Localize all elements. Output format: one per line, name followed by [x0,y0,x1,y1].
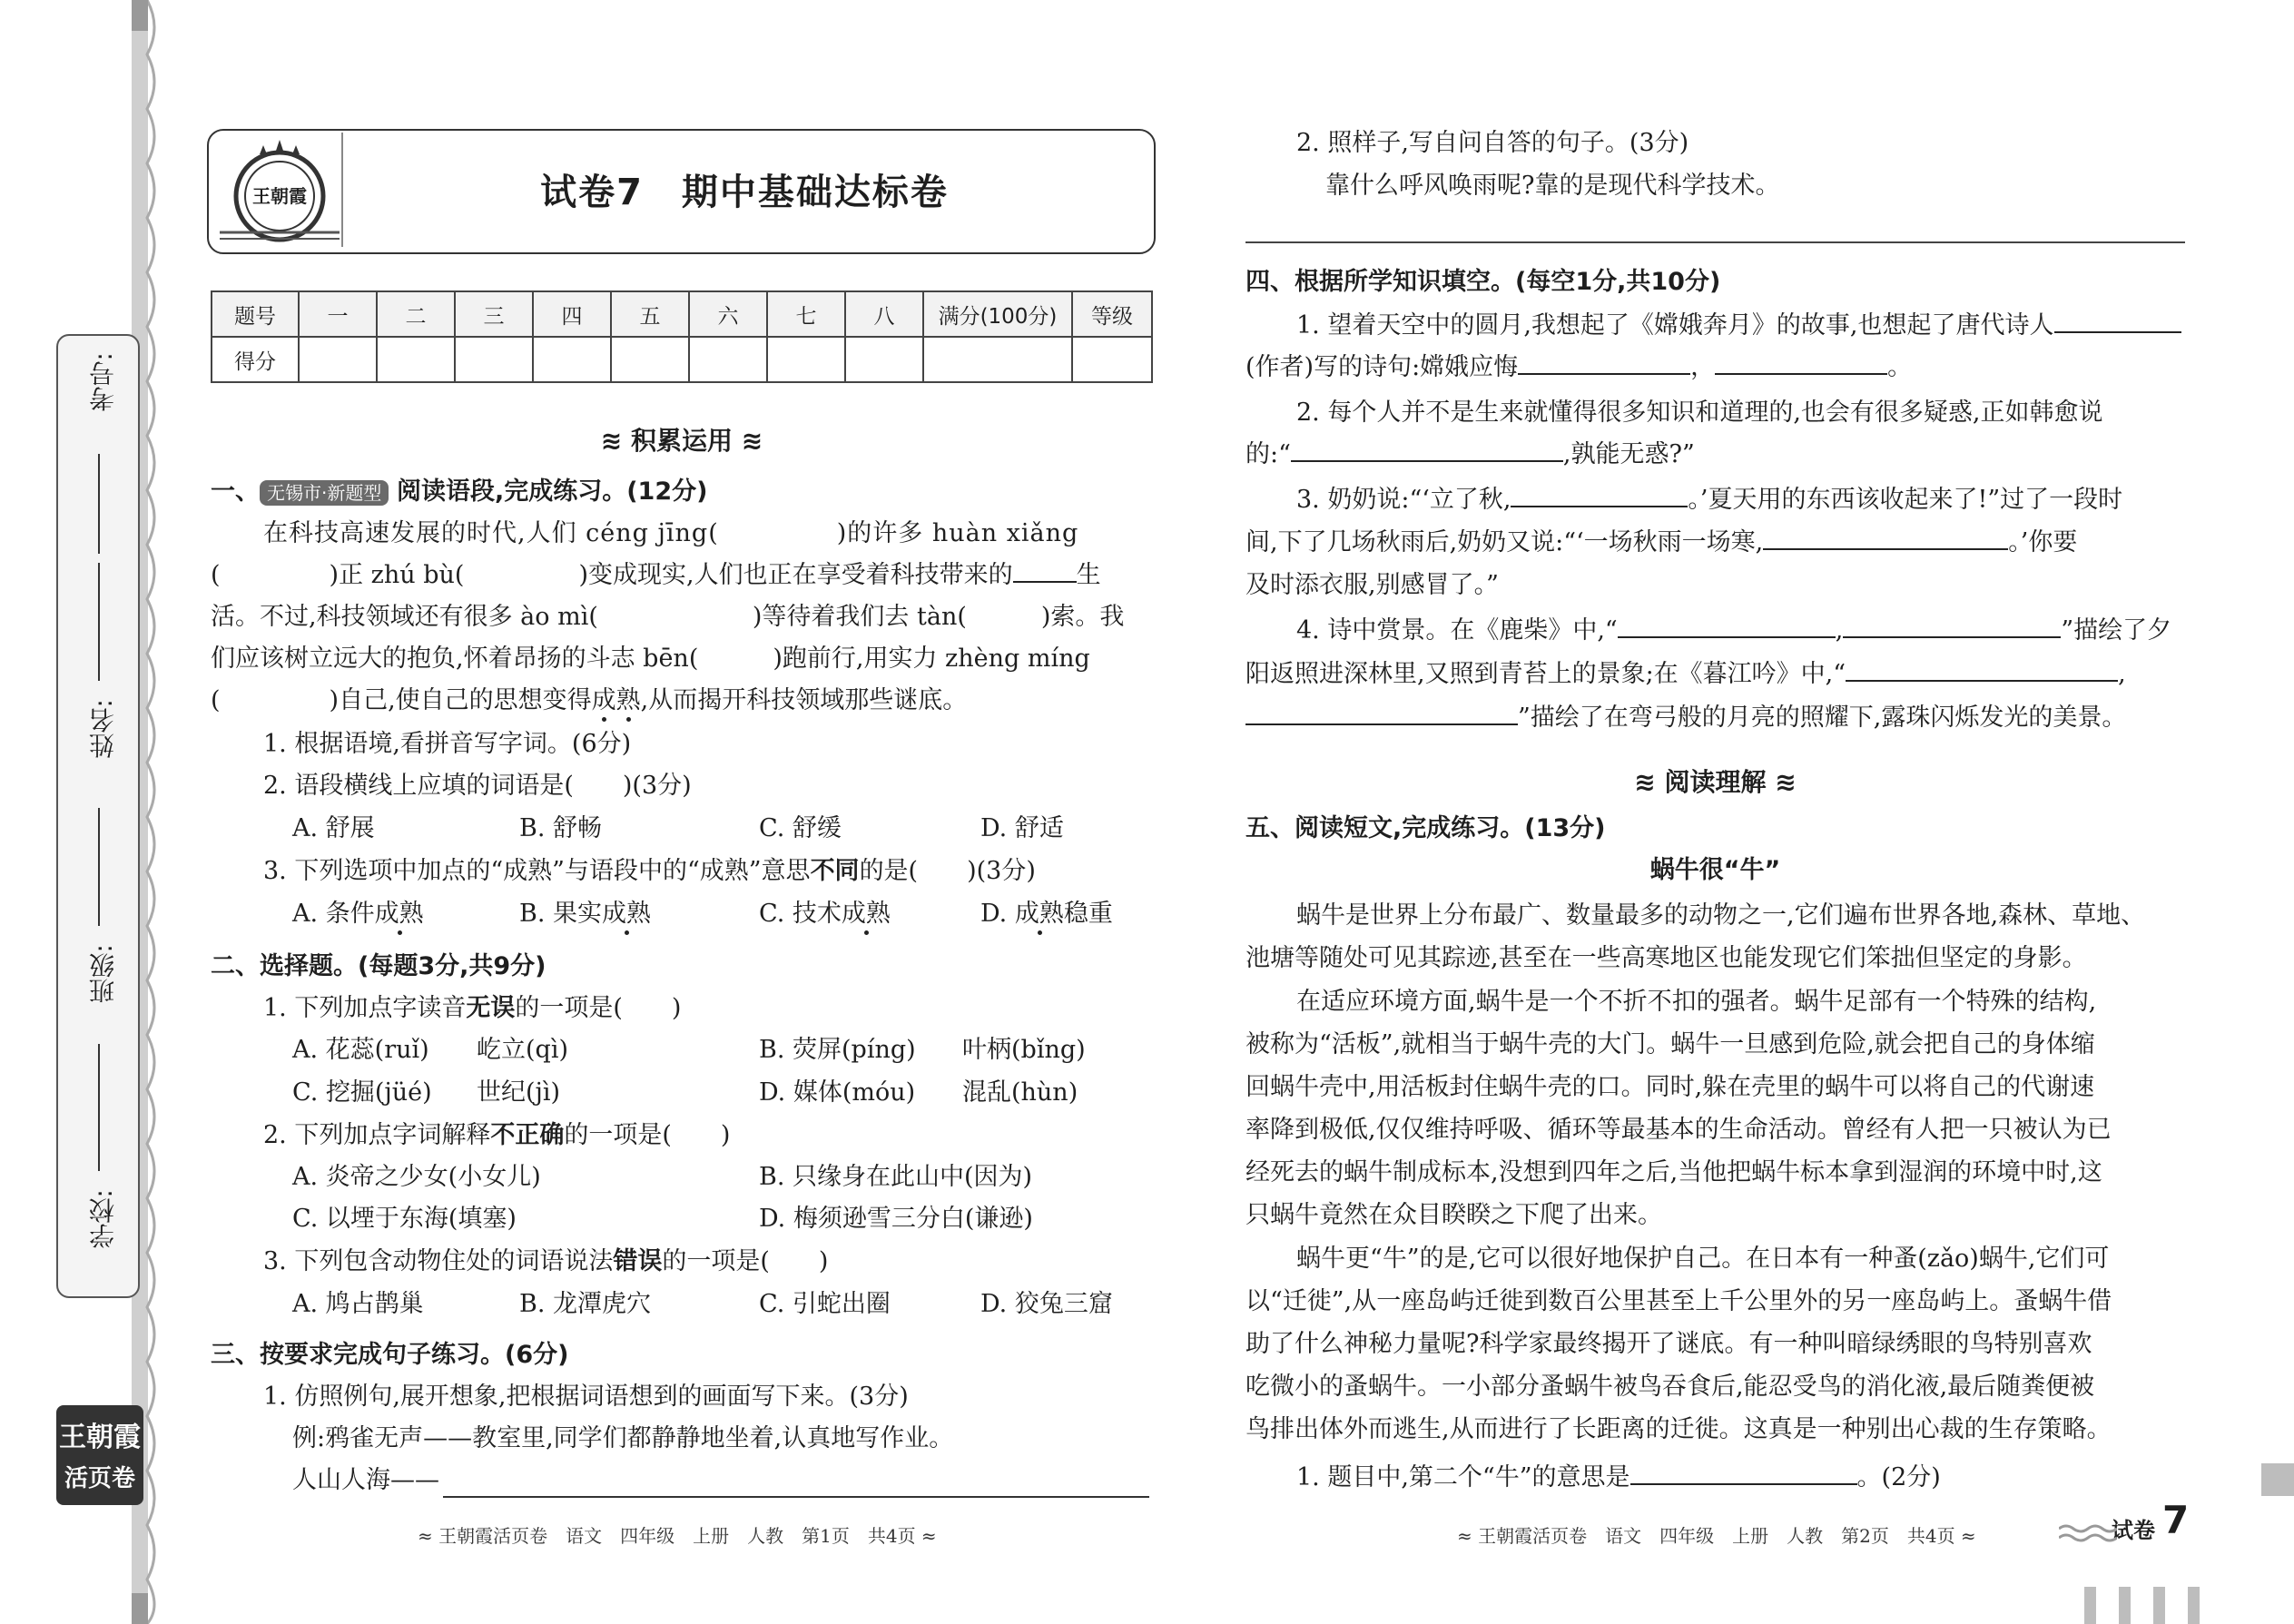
text: 们应该树立远大的抱负,怀着昂扬的斗志 bēn( [211,645,699,673]
passage-line: 只蜗牛竟然在众目睽睽之下爬了出来。 [1245,1201,1662,1229]
q1-title: 阅读语段,完成练习。(12分) [396,477,708,506]
name-label: 姓名: [88,699,118,759]
option[interactable]: A. 花蕊(ruǐ) [292,1036,429,1064]
option[interactable] [980,893,1113,935]
q4-4b [1245,654,2126,695]
answer-blank[interactable] [2054,306,2181,333]
edge-tab [2261,1463,2294,1496]
q5-title: 五、阅读短文,完成练习。(13分) [1245,814,1606,842]
passage-title: 蜗牛很“牛” [1649,856,1781,884]
text: )等待着我们去 tàn( [752,603,967,631]
answer-blank[interactable] [1618,611,1836,638]
text: 的是( )(3分) [859,857,1036,885]
footer-right: ≈ 王朝霞活页卷 语文 四年级 上册 人教 第2页 共4页 ≈ [1457,1525,1976,1547]
text: 1. 下列加点字读音 [263,994,467,1022]
section-heading-accumulation: ≋ 积累运用 ≋ [600,426,763,456]
edge-bar [2119,1587,2131,1624]
page-title: 试卷7 期中基础达标卷 [540,172,949,213]
dotted-word: 成熟 [841,900,891,928]
passage-line: 被称为“活板”,就相当于蜗牛壳的大门。蜗牛一旦感到危险,就会把自己的身体缩 [1245,1030,2095,1058]
table-cell: 五 [611,291,689,337]
score-table-header-row [212,291,1152,337]
text: A. 条件 [292,900,375,928]
text: 的一项是( ) [564,1121,731,1149]
score-input-cell[interactable] [533,337,611,382]
option[interactable] [759,893,891,935]
score-input-cell[interactable] [1072,337,1152,382]
q1-1: 1. 根据语境,看拼音写字词。(6分) [263,730,632,758]
option[interactable]: D. 舒适 [980,814,1064,842]
badge-brand: 王朝霞 [59,1422,141,1453]
text: 的一项是( ) [662,1247,829,1275]
q3-2-example: 靠什么呼风唤雨呢?靠的是现代科学技术。 [1325,172,1780,200]
option-sub: 叶柄(bǐng) [962,1036,1086,1064]
q2-title: 二、选择题。(每题3分,共9分) [211,952,546,980]
text: ”描绘了夕 [2061,616,2172,645]
q3-1: 1. 仿照例句,展开想象,把根据词语想到的画面写下来。(3分) [263,1383,909,1411]
text: ( [211,561,221,589]
emphasis: 错误 [613,1247,663,1275]
exam-no-label: 考号: [88,352,118,412]
q4-4 [1296,610,2171,652]
passage-line [211,638,1090,680]
table-cell: 题号 [212,291,299,337]
text: )的许多 huàn xiǎng [836,519,1079,547]
q1-heading [211,471,707,514]
option[interactable]: B. 只缘身在此山中(因为) [759,1163,1033,1191]
text: )索。我 [1040,603,1125,631]
text: (作者)写的诗句:嫦娥应悔 [1245,353,1519,381]
option[interactable]: B. 荧屏(píng) [759,1036,916,1064]
passage-line: 经死去的蜗牛制成标本,没想到四年之后,当他把蜗牛标本拿到湿润的环境中时,这 [1245,1158,2102,1186]
q4-2b [1245,434,1695,476]
q4-3c: 及时添衣服,别感冒了。” [1245,571,1499,599]
score-input-cell[interactable] [923,337,1072,382]
passage-line: 以“迁徙”,从一座岛屿迁徙到数百公里甚至上千公里外的另一座岛屿上。蚤蜗牛借 [1245,1287,2112,1315]
text: )跑前行,用实力 zhèng míng [773,645,1090,673]
option[interactable] [292,893,424,935]
option[interactable]: D. 媒体(móu) [759,1078,916,1107]
answer-blank[interactable] [1245,698,1518,725]
answer-blank[interactable] [1715,348,1887,375]
option[interactable]: A. 舒展 [292,814,375,842]
answer-blank[interactable] [1511,480,1688,507]
q4-1 [1296,305,2181,347]
emphasis: 无误 [466,994,516,1022]
q5-1 [1296,1457,1941,1499]
answer-blank[interactable] [1630,1458,1857,1485]
score-input-cell[interactable] [767,337,845,382]
passage-line: 在适应环境方面,蜗牛是一个不折不扣的强者。蜗牛足部有一个特殊的结构, [1296,988,2097,1016]
badge-sub: 活页卷 [64,1465,135,1492]
text: )自己,使自己的思想变得 [329,686,592,714]
q4-4c [1245,697,2126,739]
score-table [211,290,1153,383]
text: 间,下了几场秋雨后,奶奶又说:“‘一场秋雨一场寒, [1245,528,1764,556]
passage-line: 助了什么神秘力量呢?科学家最终揭开了谜底。有一种叫暗绿绣眼的鸟特别喜欢 [1245,1330,2092,1358]
logo-text: 王朝霞 [252,185,307,207]
q2-2 [263,1115,730,1156]
option[interactable]: C. 挖掘(jüé) [292,1078,432,1107]
answer-blank[interactable] [1518,348,1690,375]
q4-3 [1296,479,2122,521]
option[interactable] [519,893,651,935]
text: )正 zhú bù( [329,561,465,589]
text: , [1835,616,1844,645]
score-input-cell[interactable] [845,337,923,382]
page-label: 试卷 [2112,1518,2155,1543]
passage-line: 蜗牛是世界上分布最广、数量最多的动物之一,它们遍布世界各地,森林、草地、 [1296,901,2146,930]
edge-bar [2084,1587,2096,1624]
text: 3. 奶奶说:“‘立了秋, [1296,486,1511,514]
answer-line[interactable] [443,1496,1149,1498]
score-table-row [212,337,1152,382]
text: 阳返照进深林里,又照到青苔上的景象;在《暮江吟》中,“ [1245,660,1846,688]
brand-badge [56,1405,143,1505]
q4-title: 四、根据所学知识填空。(每空1分,共10分) [1245,268,1721,296]
q1-2: 2. 语段横线上应填的词语是( )(3分) [263,772,692,800]
score-input-cell[interactable] [377,337,455,382]
option[interactable]: B. 龙潭虎穴 [519,1290,652,1318]
dotted-char: 成 [591,686,616,714]
text: 。’夏天用的东西该收起来了!”过了一段时 [1688,486,2123,514]
option-sub: 混乱(hùn) [962,1078,1078,1107]
table-cell: 一 [299,291,377,337]
score-input-cell[interactable] [455,337,533,382]
passage-line: 鸟排出体外而逃生,从而进行了长距离的迁徙。这真是一种别出心裁的生存策略。 [1245,1415,2112,1443]
table-cell: 四 [533,291,611,337]
q2-1 [263,988,681,1029]
passage-line [211,680,967,722]
text: )变成现实,人们也正在享受着科技带来的 [578,561,1013,589]
q1-3 [263,851,1036,892]
text: , [2118,660,2126,688]
passage-line [263,513,1078,555]
text: 。 [1887,353,1913,381]
answer-blank[interactable] [1763,523,2008,550]
option[interactable]: C. 舒缓 [759,814,842,842]
text: ”描绘了在弯弓般的月亮的照耀下,露珠闪烁发光的美景。 [1518,704,2127,732]
option-sub: 屹立(qì) [477,1036,568,1064]
option[interactable]: D. 狡兔三窟 [980,1290,1113,1318]
header-divider [341,133,343,247]
text: 。’你要 [2008,528,2078,556]
answer-blank[interactable] [1291,435,1563,462]
emphasis: 不同 [810,857,860,885]
score-input-cell[interactable] [689,337,767,382]
q1-tag: 无锡市·新题型 [260,480,389,506]
text: 1. 望着天空中的圆月,我想起了《嫦娥奔月》的故事,也想起了唐代诗人 [1296,311,2054,340]
score-input-cell[interactable] [299,337,377,382]
q3-2: 2. 照样子,写自问自答的句子。(3分) [1296,129,1689,157]
text: 2. 下列加点字词解释 [263,1121,491,1149]
table-cell: 得分 [212,337,299,382]
option[interactable]: C. 以堙于东海(填塞) [292,1205,517,1233]
passage-line [211,596,1124,638]
binding-wave [145,0,172,1624]
emphasis: 不正确 [490,1121,565,1149]
passage-line: 蜗牛更“牛”的是,它可以很好地保护自己。在日本有一种蚤(zǎo)蜗牛,它们可 [1296,1245,2110,1273]
option[interactable]: C. 引蛇出圈 [759,1290,891,1318]
table-cell: 等级 [1072,291,1152,337]
q4-1b: (作者)写的诗句:嫦娥应悔 ， 。 [1245,347,1912,389]
wave-decoration-icon [2059,1521,2117,1549]
q1-prefix: 一、 [211,477,260,506]
q4-3b [1245,522,2077,564]
text: ,孰能无惑?” [1562,440,1695,468]
score-input-cell[interactable] [611,337,689,382]
edge-bar [2188,1587,2200,1624]
option[interactable]: B. 舒畅 [519,814,603,842]
passage-line [211,555,1101,596]
text: B. 果实 [519,900,603,928]
answer-blank[interactable] [1843,611,2061,638]
text: C. 技术 [759,900,842,928]
edge-bar [2153,1587,2165,1624]
text: 1. 题目中,第二个“牛”的意思是 [1296,1463,1630,1491]
text: 生 [1076,561,1101,589]
class-label: 班级: [88,944,118,1004]
exam-no-line[interactable] [98,454,100,554]
strip-bottom-block [132,1593,148,1624]
text: 稳重 [1063,900,1113,928]
text: D. [980,900,1015,928]
q3-1-example: 例:鸦雀无声——教室里,同学们都静静地坐着,认真地写作业。 [292,1424,954,1452]
table-cell: 七 [767,291,845,337]
passage-line: 率降到极低,仅仅维持呼吸、循环等最基本的生命活动。曾经有人把一只被认为已 [1245,1116,2112,1144]
table-cell: 二 [377,291,455,337]
q3-1-task: 人山人海—— [292,1466,439,1494]
text: 的一项是( ) [515,994,682,1022]
answer-blank[interactable] [1846,655,2118,682]
school-label: 学校: [88,1189,118,1249]
option-sub: 世纪(jì) [477,1078,561,1107]
answer-blank[interactable] [1013,556,1077,583]
table-cell: 六 [689,291,767,337]
passage-line: 回蜗牛壳中,用活板封住蜗牛壳的口。同时,躲在壳里的蜗牛可以将自己的代谢速 [1245,1073,2095,1101]
table-cell: 八 [845,291,923,337]
text: ( [211,686,221,714]
answer-line[interactable] [1245,241,2185,243]
passage-line: 吃微小的蚤蜗牛。一小部分蚤蜗牛被鸟吞食后,能忍受鸟的消化液,最后随粪便被 [1245,1373,2095,1401]
table-cell: 满分(100分) [923,291,1072,337]
text: 。(2分) [1856,1463,1941,1491]
dotted-char: 熟 [615,686,641,714]
option[interactable]: D. 梅须逊雪三分白(谦逊) [759,1205,1033,1233]
text: 3. 下列选项中加点的“成熟”与语段中的“成熟”意思 [263,857,811,885]
logo [216,133,343,247]
q4-2: 2. 每个人并不是生来就懂得很多知识和道理的,也会有很多疑惑,正如韩愈说 [1296,399,2103,427]
table-cell: 三 [455,291,533,337]
section-heading-reading: ≋ 阅读理解 ≋ [1634,767,1797,797]
option[interactable]: A. 鸠占鹊巢 [292,1290,424,1318]
dotted-word: 成熟 [1014,900,1064,928]
q2-3 [263,1241,828,1283]
text: 在科技高速发展的时代,人们 céng jīng( [263,519,719,547]
class-line[interactable] [98,808,100,926]
text: 的:“ [1245,440,1291,468]
footer-left: ≈ 王朝霞活页卷 语文 四年级 上册 人教 第1页 共4页 ≈ [418,1525,937,1547]
q3-title: 三、按要求完成句子练习。(6分) [211,1341,569,1369]
option[interactable]: A. 炎帝之少女(小女儿) [292,1163,541,1191]
text: 活。不过,科技领域还有很多 ào mì( [211,603,598,631]
student-info-box [56,334,140,1298]
passage-line: 池塘等随处可见其踪迹,甚至在一些高寒地区也能发现它们笨拙但坚定的身影。 [1245,944,2087,972]
text: 4. 诗中赏景。在《鹿柴》中,“ [1296,616,1618,645]
page-number: 7 [2162,1498,2190,1542]
dotted-word: 成熟 [374,900,424,928]
school-line[interactable] [98,1044,100,1171]
strip-top-block [132,0,148,31]
text: 3. 下列包含动物住处的词语说法 [263,1247,614,1275]
text: ,从而揭开科技领域那些谜底。 [640,686,968,714]
name-line[interactable] [98,563,100,681]
dotted-word: 成熟 [602,900,652,928]
